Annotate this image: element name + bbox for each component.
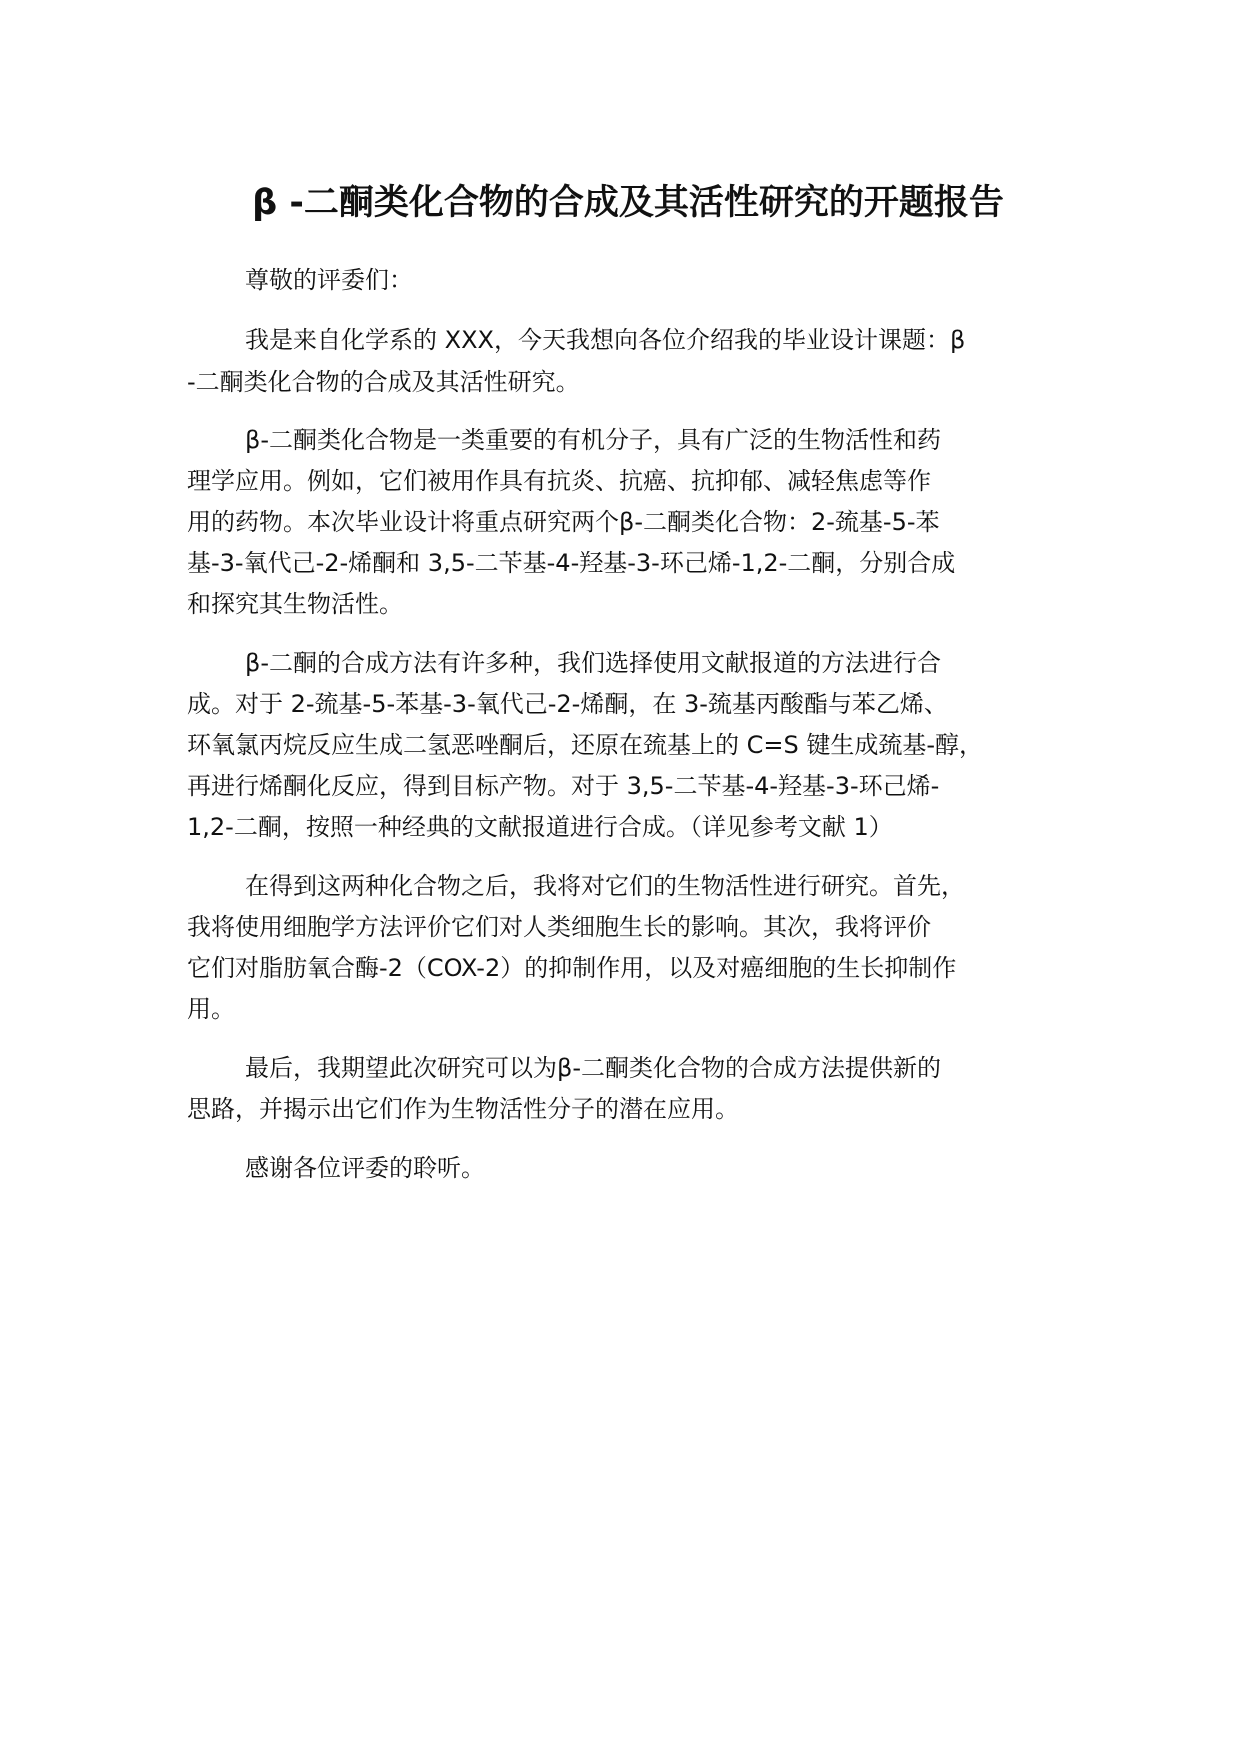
paragraph-line: 1,2-二酮，按照一种经典的文献报道进行合成。（详见参考文献 1） bbox=[187, 813, 893, 841]
paragraph-line: 和探究其生物活性。 bbox=[187, 590, 403, 618]
salutation: 尊敬的评委们： bbox=[245, 266, 413, 294]
closing-line: 感谢各位评委的聆听。 bbox=[245, 1154, 485, 1182]
paragraph-line: 成。对于 2-巯基-5-苯基-3-氧代己-2-烯酮，在 3-巯基丙酸酯与苯乙烯、 bbox=[187, 690, 948, 718]
paragraph-line: -二酮类化合物的合成及其活性研究。 bbox=[187, 368, 580, 396]
paragraph-line: 它们对脂肪氧合酶-2（COX-2）的抑制作用，以及对癌细胞的生长抑制作 bbox=[187, 954, 957, 982]
paragraph-line: 我将使用细胞学方法评价它们对人类细胞生长的影响。其次，我将评价 bbox=[187, 913, 931, 941]
paragraph-line: 基-3-氧代己-2-烯酮和 3,5-二苄基-4-羟基-3-环己烯-1,2-二酮，分别合成 bbox=[187, 549, 956, 577]
paragraph-line: 思路，并揭示出它们作为生物活性分子的潜在应用。 bbox=[187, 1095, 739, 1123]
paragraph-line: β-二酮类化合物是一类重要的有机分子，具有广泛的生物活性和药 bbox=[245, 426, 941, 454]
document-title: β -二酮类化合物的合成及其活性研究的开题报告 bbox=[252, 183, 1004, 223]
paragraph-line: 环氧氯丙烷反应生成二氢恶唑酮后，还原在巯基上的 C=S 键生成巯基-醇， bbox=[187, 731, 984, 759]
paragraph-line: 在得到这两种化合物之后，我将对它们的生物活性进行研究。首先， bbox=[245, 872, 965, 900]
paragraph-line: β-二酮的合成方法有许多种，我们选择使用文献报道的方法进行合 bbox=[245, 649, 941, 677]
paragraph-line: 我是来自化学系的 XXX，今天我想向各位介绍我的毕业设计课题：β bbox=[245, 326, 966, 354]
paragraph-line: 用。 bbox=[187, 995, 235, 1023]
paragraph-line: 最后，我期望此次研究可以为β-二酮类化合物的合成方法提供新的 bbox=[245, 1054, 941, 1082]
paragraph-line: 再进行烯酮化反应，得到目标产物。对于 3,5-二苄基-4-羟基-3-环己烯- bbox=[187, 772, 940, 800]
paragraph-line: 用的药物。本次毕业设计将重点研究两个β-二酮类化合物：2-巯基-5-苯 bbox=[187, 508, 940, 536]
paragraph-line: 理学应用。例如，它们被用作具有抗炎、抗癌、抗抑郁、减轻焦虑等作 bbox=[187, 467, 931, 495]
